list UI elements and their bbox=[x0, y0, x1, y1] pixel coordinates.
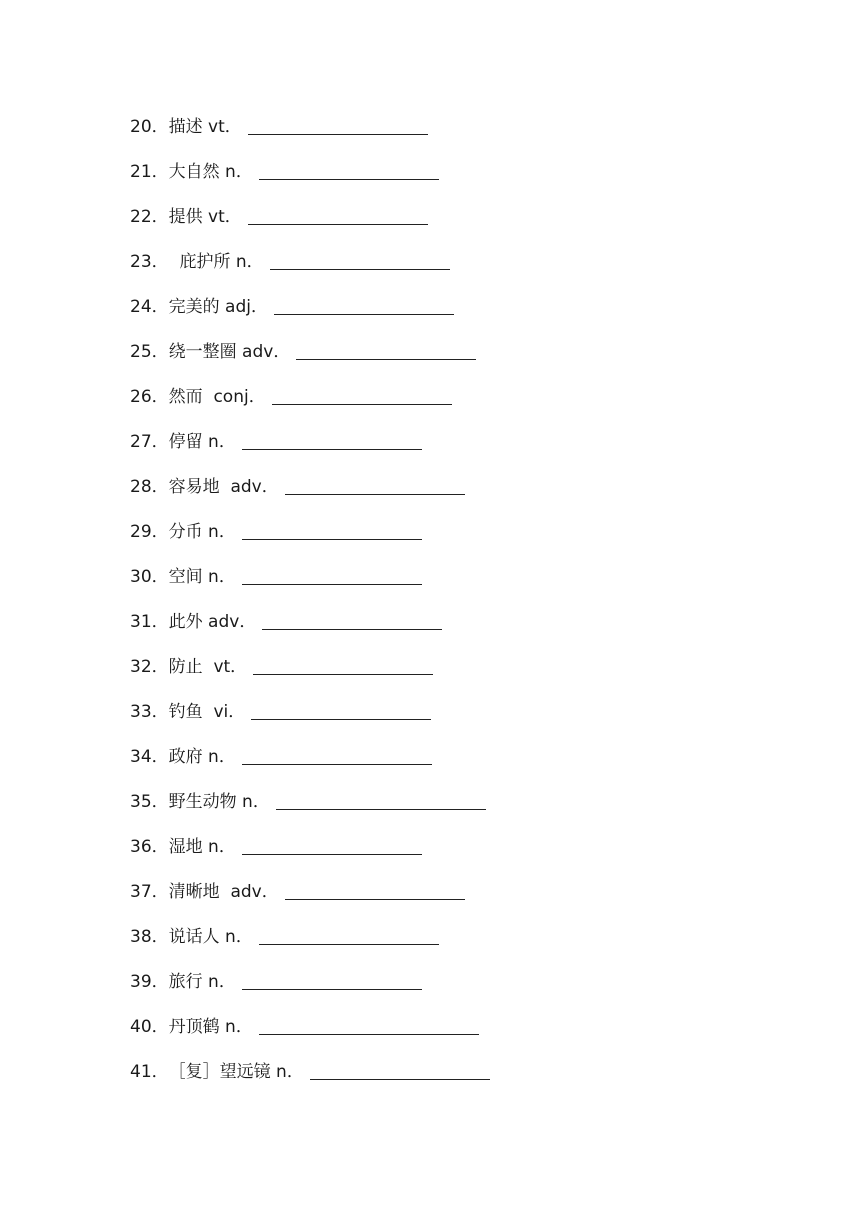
item-prompt: 大自然 n． bbox=[168, 162, 253, 182]
answer-blank[interactable] bbox=[248, 203, 428, 225]
item-prompt: 丹顶鹤 n． bbox=[168, 1017, 253, 1037]
item-number: 33． bbox=[130, 702, 169, 722]
answer-blank[interactable] bbox=[276, 788, 486, 810]
answer-blank[interactable] bbox=[242, 518, 422, 540]
list-item bbox=[130, 833, 490, 878]
item-prompt: 旅行 n． bbox=[168, 972, 236, 992]
list-item bbox=[130, 653, 490, 698]
answer-blank[interactable] bbox=[251, 698, 431, 720]
item-prompt: ［复］望远镜 n． bbox=[168, 1062, 304, 1082]
item-prompt: 野生动物 n． bbox=[168, 792, 270, 812]
item-prompt: 政府 n． bbox=[168, 747, 236, 767]
item-number: 39． bbox=[130, 972, 169, 992]
list-item bbox=[130, 923, 490, 968]
item-number: 20． bbox=[130, 117, 169, 137]
answer-blank[interactable] bbox=[242, 563, 422, 585]
item-prompt: 停留 n． bbox=[168, 432, 236, 452]
item-number: 30． bbox=[130, 567, 169, 587]
list-item bbox=[130, 563, 490, 608]
item-prompt: 然而 conj． bbox=[168, 387, 266, 407]
list-item bbox=[130, 203, 490, 248]
list-item bbox=[130, 968, 490, 1013]
list-item bbox=[130, 158, 490, 203]
item-number: 28． bbox=[130, 477, 169, 497]
answer-blank[interactable] bbox=[248, 113, 428, 135]
item-prompt: 容易地 adv． bbox=[168, 477, 279, 497]
item-number: 24． bbox=[130, 297, 169, 317]
item-prompt: 说话人 n． bbox=[168, 927, 253, 947]
list-item bbox=[130, 113, 490, 158]
list-item bbox=[130, 473, 490, 518]
item-number: 41． bbox=[130, 1062, 169, 1082]
answer-blank[interactable] bbox=[242, 428, 422, 450]
vocabulary-list bbox=[130, 113, 490, 1103]
item-prompt: 清晰地 adv． bbox=[168, 882, 279, 902]
item-prompt: 描述 vt． bbox=[168, 117, 242, 137]
item-number: 32． bbox=[130, 657, 169, 677]
item-number: 35． bbox=[130, 792, 169, 812]
item-number: 23． bbox=[130, 252, 169, 272]
list-item bbox=[130, 293, 490, 338]
answer-blank[interactable] bbox=[259, 923, 439, 945]
item-prompt: 空间 n． bbox=[168, 567, 236, 587]
list-item bbox=[130, 518, 490, 563]
answer-blank[interactable] bbox=[285, 473, 465, 495]
list-item bbox=[130, 1013, 490, 1058]
item-number: 34． bbox=[130, 747, 169, 767]
list-item bbox=[130, 338, 490, 383]
item-prompt: 防止 vt． bbox=[168, 657, 248, 677]
item-number: 38． bbox=[130, 927, 169, 947]
answer-blank[interactable] bbox=[242, 968, 422, 990]
answer-blank[interactable] bbox=[253, 653, 433, 675]
item-prompt: 钓鱼 vi． bbox=[168, 702, 246, 722]
answer-blank[interactable] bbox=[242, 743, 432, 765]
answer-blank[interactable] bbox=[270, 248, 450, 270]
item-number: 29． bbox=[130, 522, 169, 542]
answer-blank[interactable] bbox=[259, 158, 439, 180]
item-number: 21． bbox=[130, 162, 169, 182]
list-item bbox=[130, 878, 490, 923]
list-item bbox=[130, 248, 490, 293]
answer-blank[interactable] bbox=[274, 293, 454, 315]
list-item bbox=[130, 788, 490, 833]
list-item bbox=[130, 698, 490, 743]
list-item bbox=[130, 428, 490, 473]
item-prompt: 此外 adv． bbox=[168, 612, 257, 632]
list-item bbox=[130, 383, 490, 428]
item-number: 22． bbox=[130, 207, 169, 227]
item-number: 26． bbox=[130, 387, 169, 407]
item-number: 37． bbox=[130, 882, 169, 902]
item-number: 31． bbox=[130, 612, 169, 632]
item-number: 25． bbox=[130, 342, 169, 362]
answer-blank[interactable] bbox=[259, 1013, 479, 1035]
item-prompt: 湿地 n． bbox=[168, 837, 236, 857]
answer-blank[interactable] bbox=[262, 608, 442, 630]
item-prompt: 分币 n． bbox=[168, 522, 236, 542]
item-number: 27． bbox=[130, 432, 169, 452]
list-item bbox=[130, 743, 490, 788]
answer-blank[interactable] bbox=[272, 383, 452, 405]
item-prompt: 提供 vt． bbox=[168, 207, 242, 227]
item-prompt: 绕一整圈 adv． bbox=[168, 342, 291, 362]
answer-blank[interactable] bbox=[285, 878, 465, 900]
item-prompt: 完美的 adj． bbox=[168, 297, 268, 317]
item-number: 36． bbox=[130, 837, 169, 857]
answer-blank[interactable] bbox=[242, 833, 422, 855]
list-item bbox=[130, 608, 490, 653]
answer-blank[interactable] bbox=[310, 1058, 490, 1080]
item-prompt: 庇护所 n． bbox=[168, 252, 264, 272]
item-number: 40． bbox=[130, 1017, 169, 1037]
answer-blank[interactable] bbox=[296, 338, 476, 360]
list-item bbox=[130, 1058, 490, 1103]
